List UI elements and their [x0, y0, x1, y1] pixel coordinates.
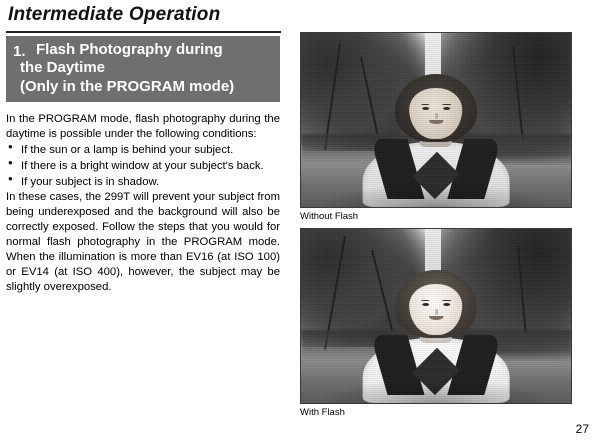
subject-eyebrow-left: [421, 300, 430, 302]
section-heading-text: [12, 41, 274, 96]
right-figure-column: [300, 32, 598, 424]
figure-caption: Without Flash: [300, 211, 359, 222]
figure-caption: With Flash: [300, 407, 345, 418]
figure-without-flash: [300, 32, 598, 222]
subject-mouth: [429, 316, 443, 320]
photo-foreground-shadow: [317, 183, 555, 207]
subject-eyebrow-right: [442, 104, 451, 106]
section-heading-line-3: (Only in the PROGRAM mode): [20, 77, 235, 95]
list-item: ● If the sun or a lamp is behind your subject.: [6, 143, 280, 158]
subject-eyebrow-right: [442, 300, 451, 302]
left-text-column: [6, 36, 282, 295]
photo-without-flash: [300, 32, 572, 208]
body-text: [6, 112, 280, 295]
subject-eye-left: [422, 303, 429, 306]
section-number: 1.: [13, 43, 26, 60]
subject-nose: [435, 113, 439, 118]
photo-with-flash: [300, 228, 572, 404]
section-heading-line-1: Flash Photography during: [36, 41, 223, 58]
list-item: ● If your subject is in shadow.: [6, 175, 280, 190]
body-intro-paragraph: In the PROGRAM mode, flash photography during the daytime is possible under the following conditions:: [6, 112, 280, 140]
figure-with-flash: [300, 228, 598, 418]
title-underline-rule: [6, 31, 281, 33]
subject-eye-right: [443, 107, 450, 110]
subject-mouth: [429, 120, 443, 124]
photo-foreground-shadow: [317, 379, 555, 403]
subject-eyebrow-left: [421, 104, 430, 106]
chapter-title: Intermediate Operation: [8, 4, 221, 25]
subject-nose: [435, 309, 439, 314]
page-number: 27: [575, 422, 589, 436]
subject-eye-right: [443, 303, 450, 306]
section-heading-line-2: the Daytime: [20, 59, 106, 77]
list-item: ● If there is a bright window at your subject's back.: [6, 159, 280, 174]
section-heading-bar: [6, 36, 280, 102]
body-closing-paragraph: In these cases, the 299T will prevent your subject from being underexposed and the background will also be correctly exposed. Follow the steps that you would for normal flash photography in the PROGRAM mode. When the illumination is more than EV16 (at ISO 100) or EV14 (at ISO 400), however, the subject may be slightly overexposed.: [6, 191, 280, 293]
condition-bullet-list: [6, 143, 280, 190]
subject-eye-left: [422, 107, 429, 110]
